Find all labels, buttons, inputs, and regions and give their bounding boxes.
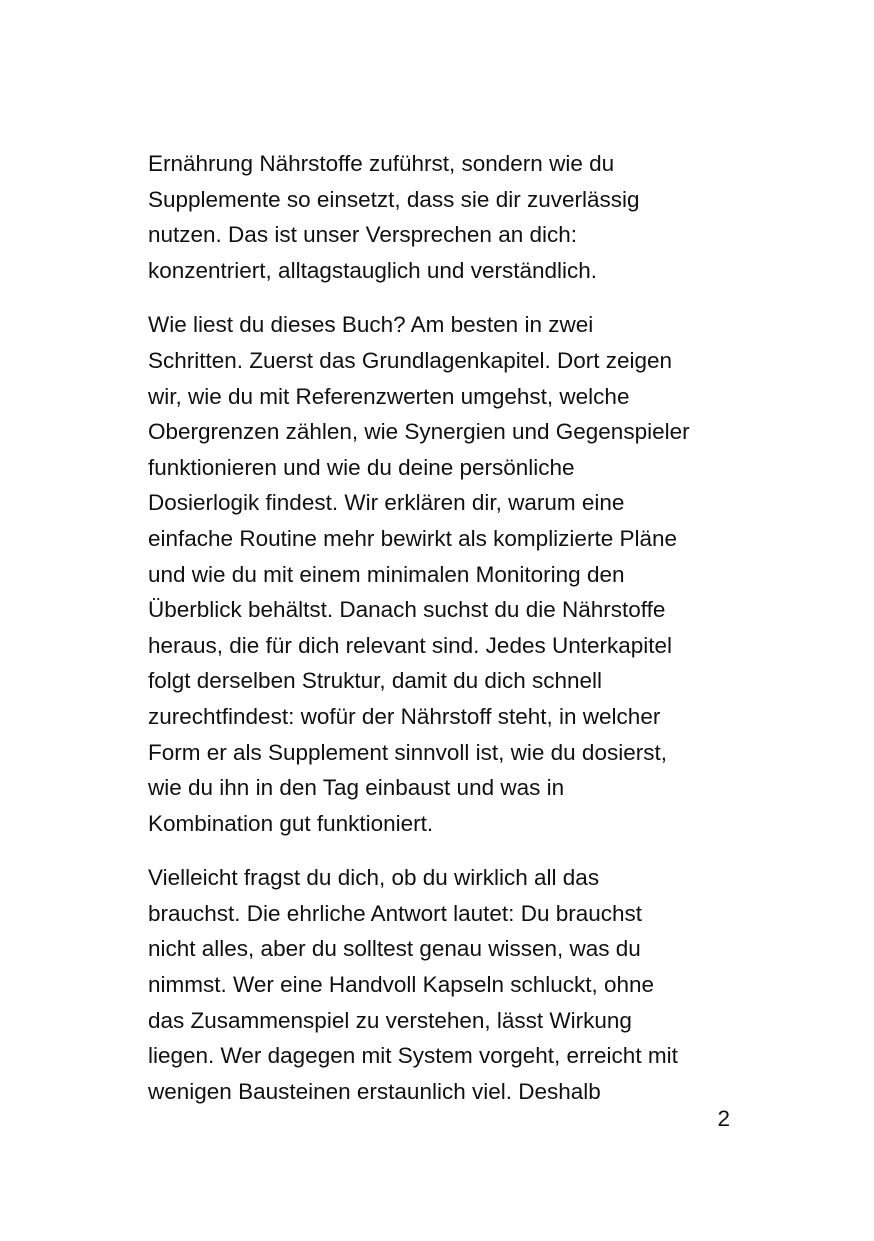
text-line: konzentriert, alltagstauglich und verständlich. [148,257,598,283]
text-line: nutzen. Das ist unser Versprechen an dich: [148,222,577,248]
paragraph-2 [148,307,738,841]
text-line: Dosierlogik findest. Wir erklären dir, warum eine [148,490,625,516]
text-line: wir, wie du mit Referenzwerten umgehst, welche [148,383,630,409]
text-line: Kombination gut funktioniert. [148,810,434,836]
body-text [148,146,738,1128]
text-line: funktionieren und wie du deine persönliche [148,454,575,480]
text-line: Vielleicht fragst du dich, ob du wirklich all das [148,865,600,891]
page-number: 2 [717,1106,730,1131]
text-line: Wie liest du dieses Buch? Am besten in zwei [148,312,594,338]
text-line: und wie du mit einem minimalen Monitoring den [148,561,625,587]
text-line: das Zusammenspiel zu verstehen, lässt Wirkung [148,1007,632,1033]
text-line: folgt derselben Struktur, damit du dich schnell [148,668,602,694]
text-line: Form er als Supplement sinnvoll ist, wie du dosierst, [148,739,667,765]
text-line: Schritten. Zuerst das Grundlagenkapitel. Dort zeigen [148,347,673,373]
text-line: einfache Routine mehr bewirkt als komplizierte Pläne [148,525,678,551]
text-line: nicht alles, aber du solltest genau wissen, was du [148,936,641,962]
text-line: Supplemente so einsetzt, dass sie dir zuverlässig [148,186,640,212]
text-line: Überblick behältst. Danach suchst du die Nährstoffe [148,597,666,623]
text-line: wie du ihn in den Tag einbaust und was in [148,775,565,801]
text-line: liegen. Wer dagegen mit System vorgeht, erreicht mit [148,1043,678,1069]
paragraph-3 [148,860,738,1109]
text-line: wenigen Bausteinen erstaunlich viel. Deshalb [148,1078,601,1104]
text-line: Ernährung Nährstoffe zuführst, sondern wie du [148,151,615,176]
paragraph-1 [148,146,738,288]
text-line: nimmst. Wer eine Handvoll Kapseln schluckt, ohne [148,972,655,998]
text-line: brauchst. Die ehrliche Antwort lautet: Du brauchst [148,900,643,926]
text-line: zurechtfindest: wofür der Nährstoff steht, in welcher [148,703,661,729]
text-line: heraus, die für dich relevant sind. Jedes Unterkapitel [148,632,673,658]
text-line: Obergrenzen zählen, wie Synergien und Gegenspieler [148,419,690,445]
